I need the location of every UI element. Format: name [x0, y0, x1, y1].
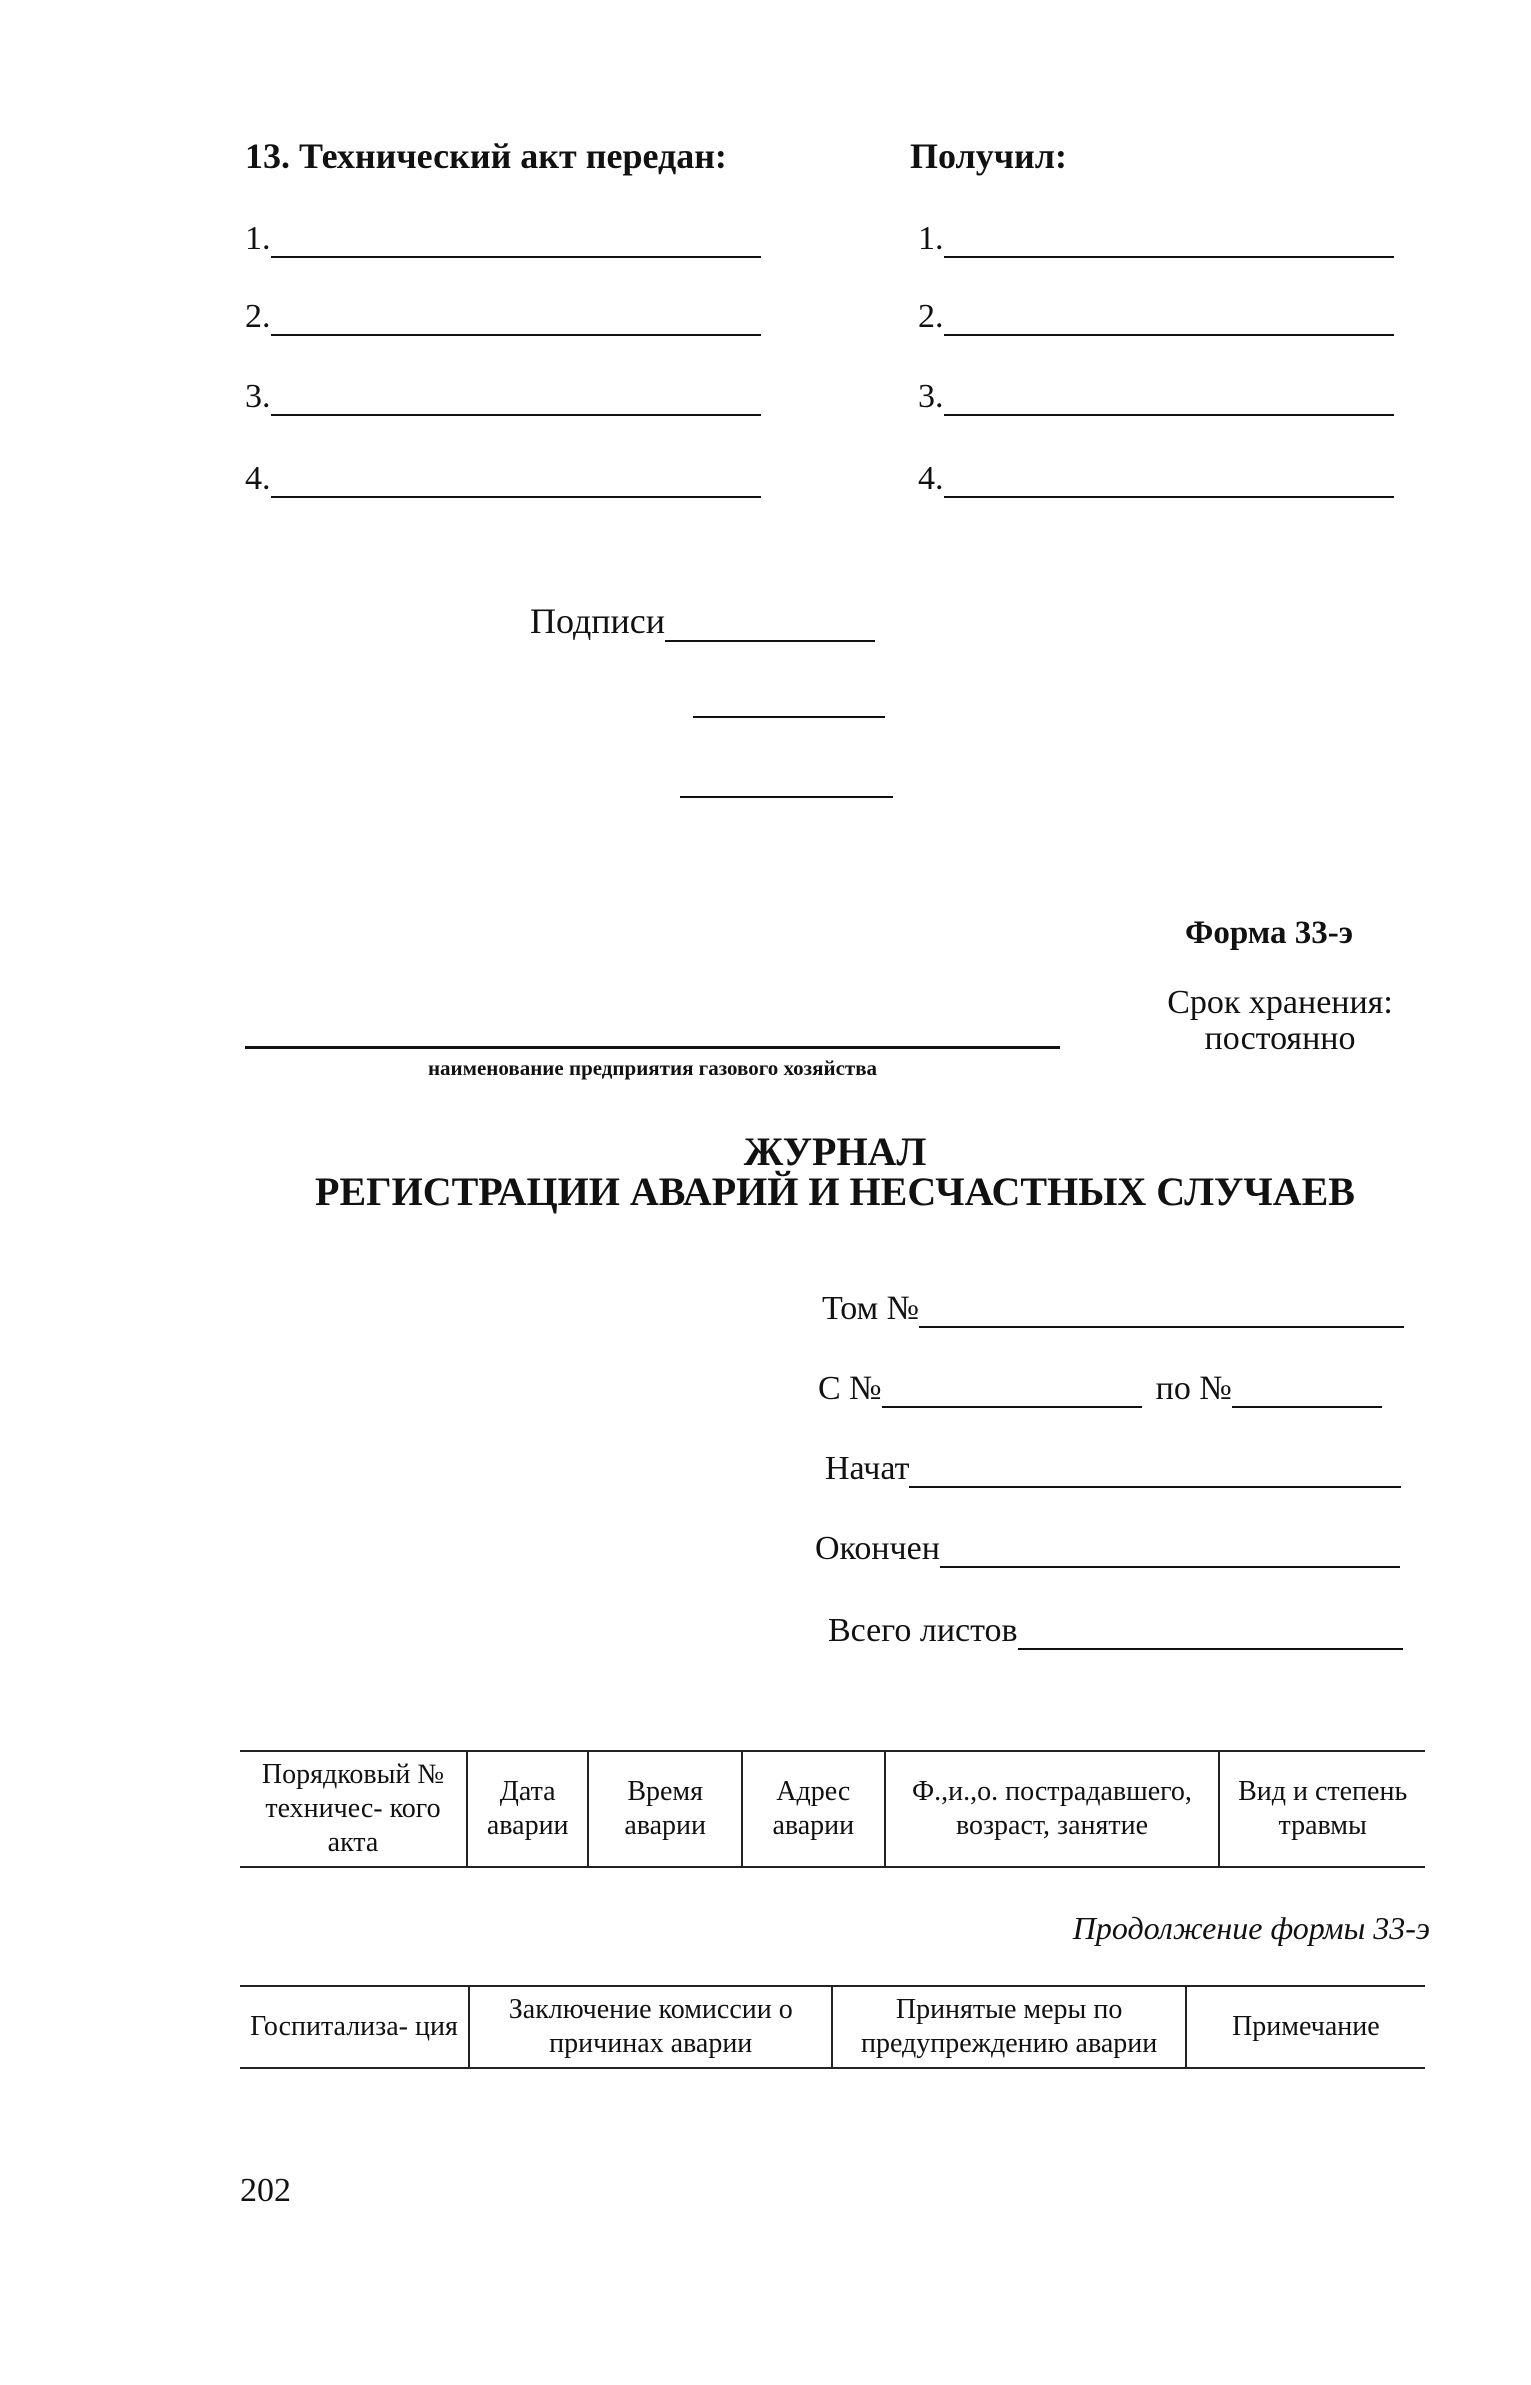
signatures-label: Подписи [530, 601, 666, 641]
line-number: 3. [245, 378, 271, 415]
finished-line[interactable] [940, 1532, 1400, 1568]
blank-line[interactable] [944, 462, 1394, 498]
journal-title [245, 1129, 1425, 1214]
line-number: 2. [918, 298, 944, 335]
header-address: Адрес аварии [742, 1751, 885, 1867]
line-number: 4. [918, 460, 944, 497]
total-sheets-field[interactable] [828, 1612, 1403, 1650]
header-act-number: Порядковый № техничес- кого акта [240, 1751, 467, 1867]
line-number: 1. [918, 220, 944, 257]
blank-line[interactable] [271, 300, 761, 336]
page-number: 202 [240, 2172, 291, 2209]
signature-line-2[interactable] [693, 716, 885, 718]
total-sheets-label: Всего листов [828, 1612, 1018, 1649]
signature-line-1[interactable] [665, 604, 875, 642]
range-field[interactable] [818, 1370, 1382, 1408]
received-line-2[interactable] [918, 298, 1394, 336]
header-hospitalization: Госпитализа- ция [240, 1986, 469, 2068]
enterprise-name-line[interactable] [245, 1046, 1060, 1049]
table-header-row [240, 1986, 1425, 2068]
continuation-table [240, 1985, 1425, 2069]
storage-value: постоянно [1204, 1020, 1356, 1057]
blank-line[interactable] [944, 380, 1394, 416]
storage-period [1150, 985, 1410, 1057]
volume-field[interactable] [822, 1290, 1404, 1328]
header-measures: Принятые меры по предупреждению аварии [832, 1986, 1185, 2068]
header-injury: Вид и степень травмы [1219, 1751, 1425, 1867]
received-heading: Получил: [910, 136, 1067, 176]
journal-table [240, 1750, 1425, 1868]
storage-label: Срок хранения: [1167, 984, 1393, 1021]
continuation-label: Продолжение формы 33-э [1072, 1910, 1430, 1946]
from-label: С № [818, 1370, 882, 1407]
transfer-line-2[interactable] [245, 298, 761, 336]
started-label: Начат [825, 1450, 910, 1487]
total-sheets-line[interactable] [1018, 1614, 1403, 1650]
transfer-line-4[interactable] [245, 460, 761, 498]
table-header-row [240, 1751, 1425, 1867]
header-victim: Ф.,и.,о. пострадавшего, возраст, занятие [885, 1751, 1220, 1867]
blank-line[interactable] [271, 222, 761, 258]
transfer-heading: 13. Технический акт передан: [245, 136, 727, 176]
finished-field[interactable] [815, 1530, 1400, 1568]
journal-title-line1: ЖУРНАЛ [743, 1129, 927, 1174]
to-line[interactable] [1232, 1372, 1382, 1408]
received-line-4[interactable] [918, 460, 1394, 498]
transfer-line-3[interactable] [245, 378, 761, 416]
line-number: 3. [918, 378, 944, 415]
signature-line-3[interactable] [680, 796, 893, 798]
received-line-3[interactable] [918, 378, 1394, 416]
journal-title-line2: РЕГИСТРАЦИИ АВАРИЙ И НЕСЧАСТНЫХ СЛУЧАЕВ [315, 1169, 1355, 1214]
volume-line[interactable] [919, 1292, 1404, 1328]
blank-line[interactable] [944, 300, 1394, 336]
from-line[interactable] [882, 1372, 1142, 1408]
line-number: 2. [245, 298, 271, 335]
line-number: 1. [245, 220, 271, 257]
blank-line[interactable] [271, 380, 761, 416]
header-commission-conclusion: Заключение комиссии о причинах аварии [469, 1986, 833, 2068]
transfer-line-1[interactable] [245, 220, 761, 258]
started-line[interactable] [909, 1452, 1401, 1488]
header-notes: Примечание [1186, 1986, 1425, 2068]
received-line-1[interactable] [918, 220, 1394, 258]
to-label: по № [1155, 1370, 1232, 1407]
finished-label: Окончен [815, 1530, 940, 1567]
volume-label: Том № [822, 1290, 920, 1327]
signatures-row[interactable] [530, 600, 875, 642]
line-number: 4. [245, 460, 271, 497]
form-number: Форма 33-э [1185, 915, 1353, 951]
blank-line[interactable] [271, 462, 761, 498]
header-time: Время аварии [588, 1751, 741, 1867]
started-field[interactable] [825, 1450, 1401, 1488]
blank-line[interactable] [944, 222, 1394, 258]
header-date: Дата аварии [467, 1751, 588, 1867]
enterprise-caption: наименование предприятия газового хозяйства [427, 1056, 878, 1080]
